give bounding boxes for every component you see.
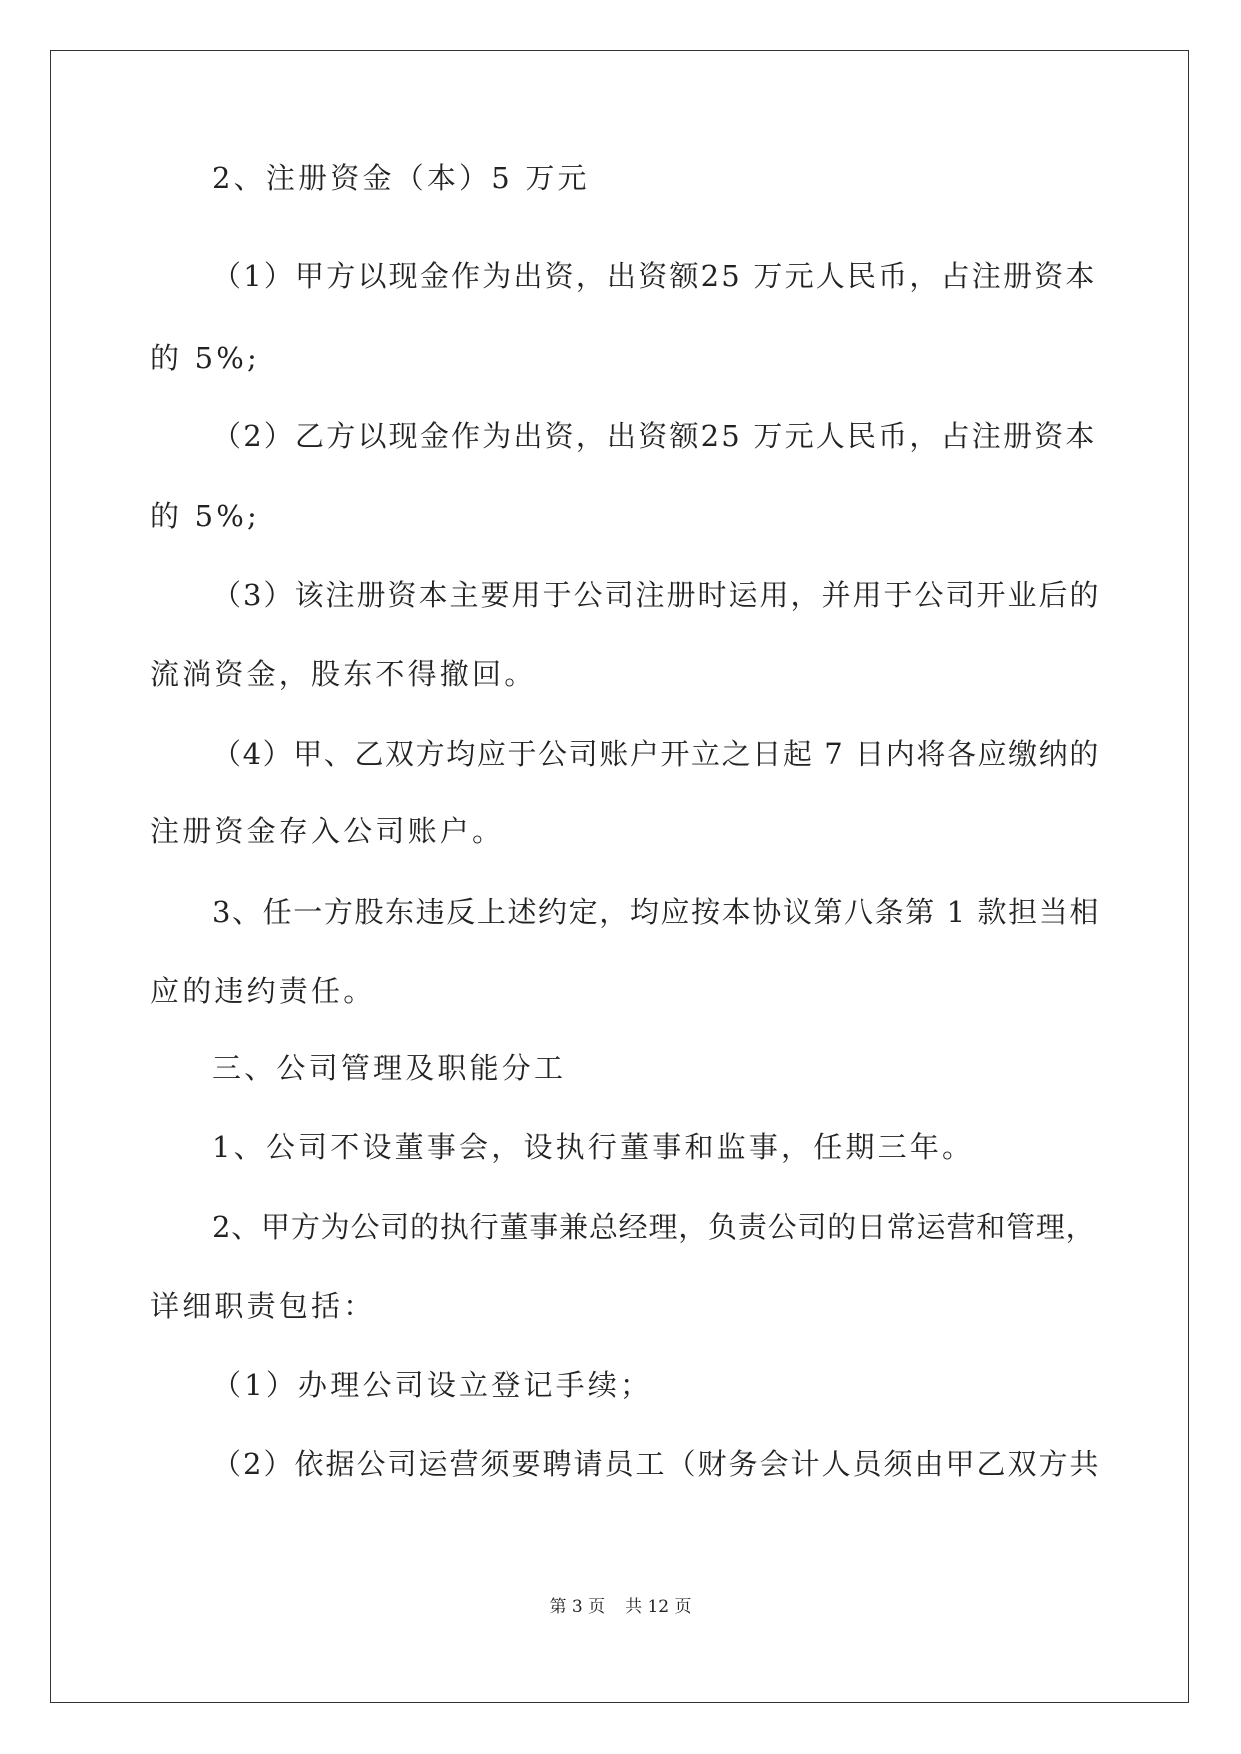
current-page-label: 第 3 页 (549, 1597, 606, 1617)
page-footer (0, 1595, 1241, 1619)
text-line: （4）甲、乙双方均应于公司账户开立之日起 7 日内将各应缴纳的 (212, 737, 1100, 771)
text-line: 注册资金存入公司账户。 (150, 814, 505, 848)
text-line: 的 5%; (150, 341, 260, 375)
text-line: 2、注册资金（本）5 万元 (212, 161, 590, 195)
text-line: 1、公司不设董事会，设执行董事和监事，任期三年。 (212, 1130, 975, 1164)
text-line: （2）依据公司运营须要聘请员工（财务会计人员须由甲乙双方共 (212, 1447, 1101, 1481)
total-pages-label: 共 12 页 (625, 1597, 692, 1617)
text-line: 流淌资金，股东不得撤回。 (150, 657, 537, 691)
text-line: 详细职责包括： (150, 1289, 376, 1323)
text-line: 应的违约责任。 (150, 974, 376, 1008)
text-line: 2、甲方为公司的执行董事兼总经理，负责公司的日常运营和管理， (212, 1210, 1096, 1244)
section-heading: 三、公司管理及职能分工 (212, 1051, 567, 1085)
text-line: （3）该注册资本主要用于公司注册时运用，并用于公司开业后的 (212, 578, 1101, 612)
text-line: 的 5%; (150, 499, 260, 533)
text-line: （1）办理公司设立登记手续； (212, 1368, 653, 1402)
text-line: 3、任一方股东违反上述约定，均应按本协议第八条第 1 款担当相 (212, 895, 1100, 929)
text-line: （2）乙方以现金作为出资，出资额25 万元人民币，占注册资本 (212, 419, 1097, 453)
text-line: （1）甲方以现金作为出资，出资额25 万元人民币，占注册资本 (212, 259, 1097, 293)
